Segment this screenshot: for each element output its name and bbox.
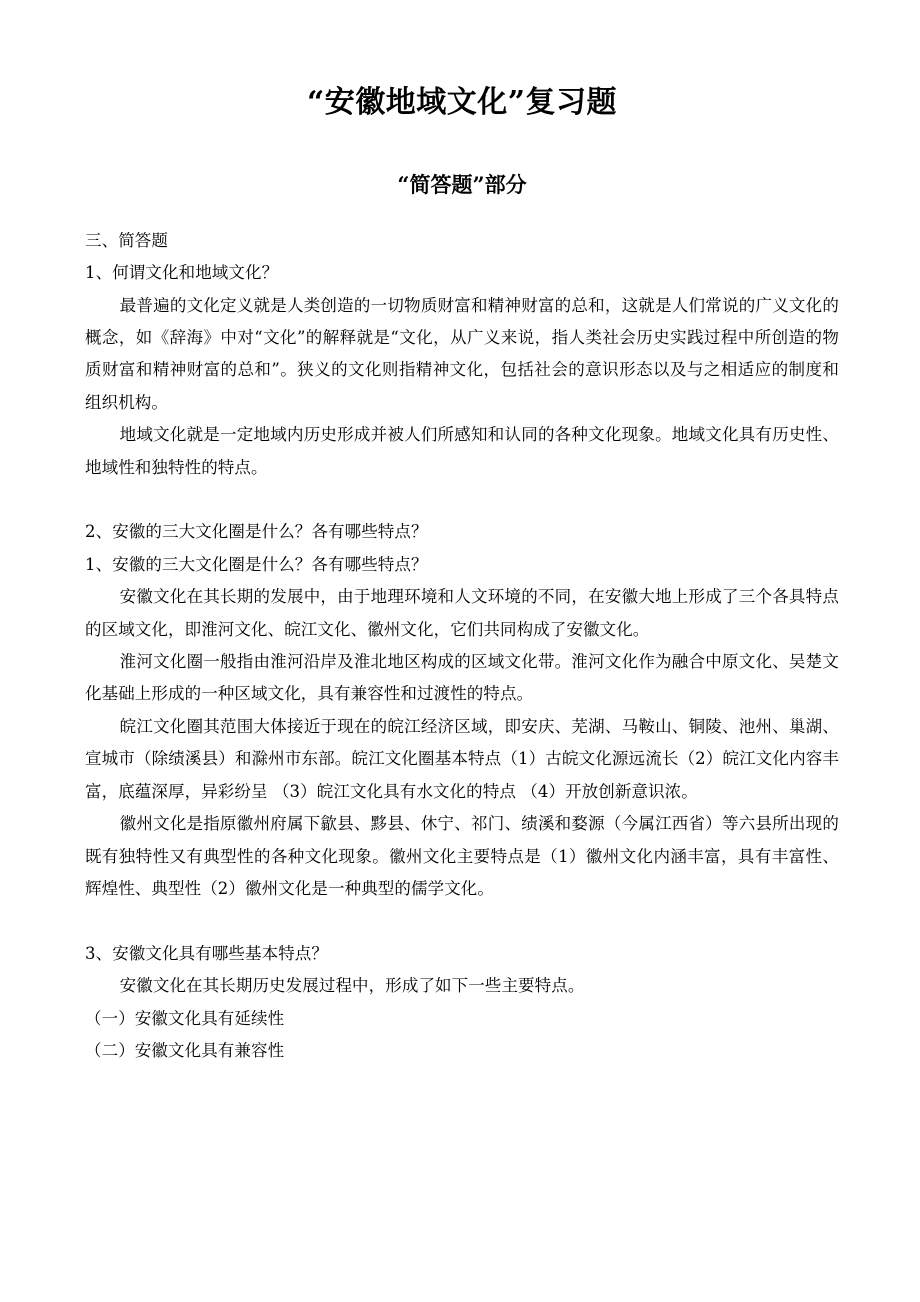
question-2-paragraph-3: 皖江文化圈其范围大体接近于现在的皖江经济区域，即安庆、芜湖、马鞍山、铜陵、池州、巢湖、宣城市（除绩溪县）和滁州市东部。皖江文化圈基本特点（1）古皖文化源远流长（2）皖江文化内容丰富，底蕴深厚，异彩纷呈 （3）皖江文化具有水文化的特点 （4）开放创新意识浓。 bbox=[85, 716, 839, 801]
question-1-paragraph-1: 最普遍的文化定义就是人类创造的一切物质财富和精神财富的总和，这就是人们常说的广义文化的概念，如《辞海》中对“文化”的解释就是“文化，从广义来说，指人类社会历史实践过程中所创造的物质财富和精神财富的总和”。狭义的文化则指精神文化，包括社会的意识形态以及与之相适应的制度和组织机构。 bbox=[85, 295, 839, 412]
question-3-item-1: （一）安徽文化具有延续性 bbox=[85, 1008, 285, 1028]
section-heading: 三、简答题 bbox=[85, 230, 168, 250]
page-subtitle: “简答题”部分 bbox=[397, 171, 527, 197]
question-3-heading: 3、安徽文化具有哪些基本特点？ bbox=[85, 943, 328, 963]
question-3-item-2: （二）安徽文化具有兼容性 bbox=[85, 1040, 285, 1060]
question-2-heading-repeat: 1、安徽的三大文化圈是什么？各有哪些特点？ bbox=[85, 554, 428, 574]
paragraph-spacer bbox=[85, 905, 839, 937]
question-1-heading: 1、何谓文化和地域文化？ bbox=[85, 263, 279, 283]
question-2-paragraph-1: 安徽文化在其长期的发展中，由于地理环境和人文环境的不同，在安徽大地上形成了三个各具特点的区域文化，即淮河文化、皖江文化、徽州文化，它们共同构成了安徽文化。 bbox=[85, 587, 839, 639]
question-2-paragraph-2: 淮河文化圈一般指由淮河沿岸及淮北地区构成的区域文化带。淮河文化作为融合中原文化、吴楚文化基础上形成的一种区域文化，具有兼容性和过渡性的特点。 bbox=[85, 652, 839, 704]
question-1-paragraph-2: 地域文化就是一定地域内历史形成并被人们所感知和认同的各种文化现象。地域文化具有历史性、地域性和独特性的特点。 bbox=[85, 425, 839, 477]
document-content bbox=[85, 0, 839, 1067]
paragraph-spacer bbox=[85, 484, 839, 516]
question-2-heading: 2、安徽的三大文化圈是什么？各有哪些特点？ bbox=[85, 522, 428, 542]
page-title: “安徽地域文化”复习题 bbox=[306, 85, 617, 120]
question-3-paragraph-1: 安徽文化在其长期历史发展过程中，形成了如下一些主要特点。 bbox=[119, 976, 585, 996]
question-2-paragraph-4: 徽州文化是指原徽州府属下歙县、黟县、休宁、祁门、绩溪和婺源（今属江西省）等六县所出现的既有独特性又有典型性的各种文化现象。徽州文化主要特点是（1）徽州文化内涵丰富，具有丰富性、辉煌性、典型性（2）徽州文化是一种典型的儒学文化。 bbox=[85, 814, 839, 898]
document-body bbox=[85, 198, 839, 1068]
